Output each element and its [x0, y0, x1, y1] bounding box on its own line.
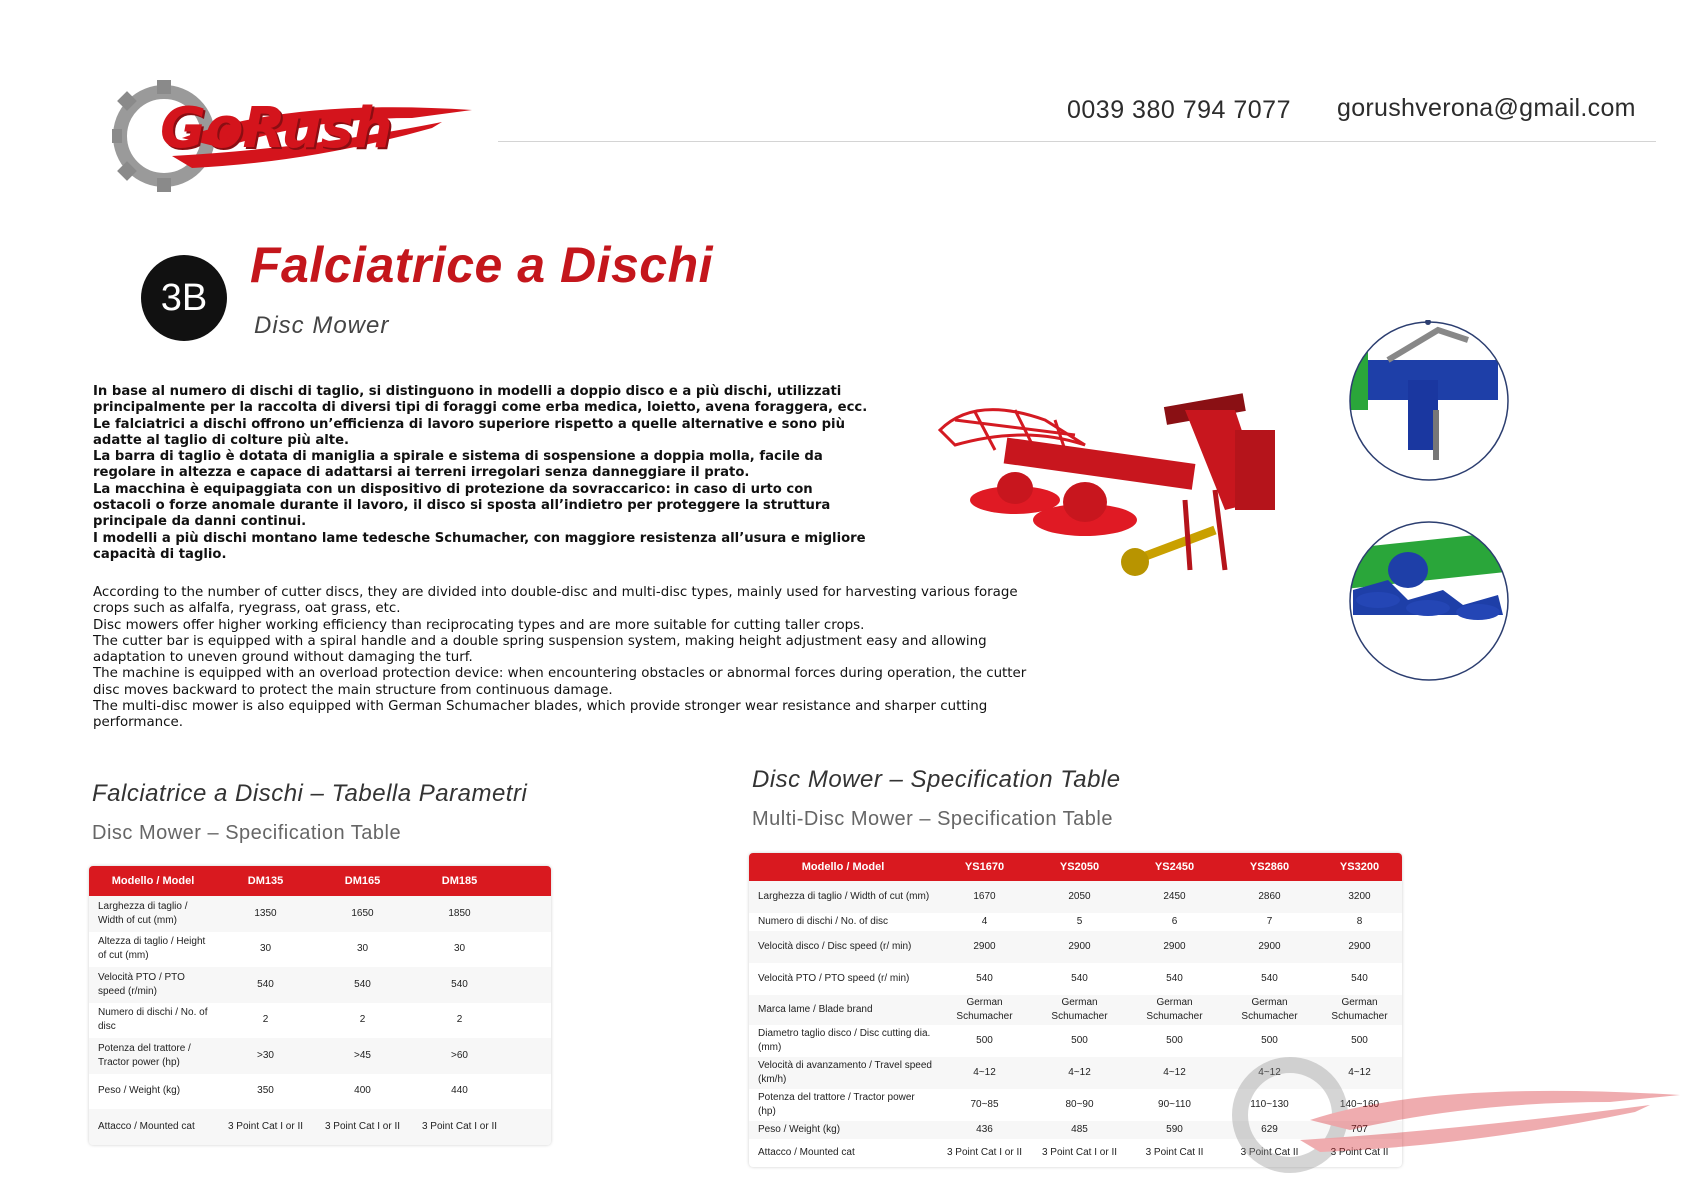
table-cell: 540: [1166, 973, 1183, 984]
table1-title: Falciatrice a Dischi – Tabella Parametri: [92, 780, 528, 807]
table-cell: 540: [411, 967, 508, 1003]
table-cell: 540: [1351, 973, 1368, 984]
table-header-spacer: [508, 866, 551, 896]
table-cell: 2050: [1032, 881, 1127, 913]
table-header-cell: Modello / Model: [89, 866, 217, 896]
table-header-row: [89, 866, 551, 896]
description-english: [93, 585, 1053, 732]
table-cell: 540: [1071, 973, 1088, 984]
table-cell: 4~12: [937, 1057, 1032, 1089]
table-cell: 707: [1317, 1121, 1402, 1139]
table-cell: 540: [976, 973, 993, 984]
row-label: Velocità PTO / PTO speed (r/ min): [758, 973, 910, 984]
logo-text: GoRush: [160, 96, 392, 161]
table-header-cell: YS2050: [1032, 853, 1127, 881]
table-cell: 500: [976, 1035, 993, 1046]
table-cell: 540: [217, 967, 314, 1003]
desc-it-paragraph: La barra di taglio è dotata di maniglia a spirale e sistema di sospensione a doppia molla, facile da regolare in altezza e capace di adattarsi ai terreni irregolari senza danneggiare il prato.: [93, 449, 823, 481]
description-italian: [93, 384, 873, 563]
table-cell: 30: [453, 943, 466, 955]
table-cell: 1850: [411, 896, 508, 932]
row-label: Velocità di avanzamento / Travel speed (km/h): [749, 1057, 937, 1089]
table2-title: Disc Mower – Specification Table: [752, 766, 1121, 793]
page-title: Falciatrice a Dischi: [250, 237, 714, 293]
table-cell: 4~12: [1127, 1057, 1222, 1089]
table-cell: 400: [354, 1085, 371, 1097]
disc-mower-image: [935, 390, 1345, 610]
table-cell: 7: [1266, 916, 1273, 927]
table-header-row: [749, 853, 1402, 881]
desc-en-paragraph: The cutter bar is equipped with a spiral handle and a double spring suspension system, making height adjustment easy and allowing adaptation to uneven ground without damaging the turf.: [93, 633, 987, 666]
table-cell: German Schumacher: [937, 995, 1032, 1025]
table-cell: 3 Point Cat I or II: [1041, 1147, 1118, 1158]
detail-image-discs: [1348, 520, 1510, 682]
desc-en-paragraph: The machine is equipped with an overload protection device: when encountering obstacles or abnormal forces during operation, the cutter disc moves backward to protect the main structure from continuous damage.: [93, 666, 1027, 698]
row-label: Numero di dischi / No. of disc: [98, 1007, 208, 1033]
row-label: Larghezza di taglio / Width of cut (mm): [749, 881, 937, 913]
table-cell: 2450: [1127, 881, 1222, 913]
desc-en-paragraph: According to the number of cutter discs, they are divided into double-disc and multi-disc types, mainly used for harvesting various forage crops such as alfalfa, ryegrass, oat grass, etc.: [93, 585, 1018, 617]
table-cell: 2900: [1032, 931, 1127, 963]
table-header-cell: YS1670: [937, 853, 1032, 881]
table-header-cell: Modello / Model: [749, 853, 937, 881]
table-cell: 540: [314, 967, 411, 1003]
table-header-cell: YS2450: [1127, 853, 1222, 881]
table-row: [89, 932, 551, 968]
table2-subtitle: Multi-Disc Mower – Specification Table: [752, 808, 1113, 830]
table-cell: 5: [1076, 916, 1083, 927]
table-cell: German Schumacher: [1317, 995, 1402, 1025]
row-label: Peso / Weight (kg): [749, 1121, 937, 1139]
table-row: [749, 995, 1402, 1025]
table-cell: >60: [411, 1038, 508, 1074]
table-cell: 3 Point Cat I or II: [314, 1109, 411, 1145]
table-cell: 1350: [217, 896, 314, 932]
detail-image-hitch: [1348, 320, 1510, 482]
table-cell: 2860: [1222, 881, 1317, 913]
row-label: Larghezza di taglio / Width of cut (mm): [89, 896, 217, 932]
table-cell: 140~160: [1339, 1099, 1380, 1110]
gorush-logo: [112, 78, 472, 198]
table-row: [749, 881, 1402, 913]
table-cell: 590: [1127, 1121, 1222, 1139]
table-cell: 4~12: [1317, 1057, 1402, 1089]
table-cell: 3 Point Cat I or II: [946, 1147, 1023, 1158]
table-cell: 500: [1261, 1035, 1278, 1046]
table-header-cell: YS3200: [1317, 853, 1402, 881]
table-cell: 485: [1032, 1121, 1127, 1139]
table-cell: 4~12: [1222, 1057, 1317, 1089]
table-cell: 2900: [1127, 931, 1222, 963]
desc-it-paragraph: In base al numero di dischi di taglio, si distinguono in modelli a doppio disco e a più dischi, utilizzati principalmente per la raccolta di diversi tipi di foraggi come erba medica, loietto, avena foraggera, ecc.: [93, 384, 868, 416]
section-badge: 3B: [141, 255, 227, 341]
contact-email[interactable]: gorushverona@gmail.com: [1337, 94, 1636, 122]
row-label: Peso / Weight (kg): [98, 1085, 181, 1097]
table-cell: 2: [456, 1014, 463, 1026]
table-row: [749, 963, 1402, 995]
row-label: Marca lame / Blade brand: [749, 995, 937, 1025]
table-cell: 1650: [314, 896, 411, 932]
table-row: [89, 967, 551, 1003]
desc-it-paragraph: I modelli a più dischi montano lame tedesche Schumacher, con maggiore resistenza all’usura e migliore capacità di taglio.: [93, 530, 866, 562]
table-cell: 436: [937, 1121, 1032, 1139]
table-row: [89, 1038, 551, 1074]
table-row: [89, 1074, 551, 1110]
desc-it-paragraph: La macchina è equipaggiata con un dispositivo di protezione da sovraccarico: in caso di urto con ostacoli o forze anomale durante il lavoro, il disco si sposta all’indietro per proteggere la struttura principale da danni continui.: [93, 481, 831, 530]
table-cell: 3200: [1317, 881, 1402, 913]
table-cell: 30: [356, 943, 369, 955]
contact-phone[interactable]: 0039 380 794 7077: [1067, 96, 1291, 124]
table-cell: 2900: [937, 931, 1032, 963]
row-label: Velocità PTO / PTO speed (r/min): [89, 967, 217, 1003]
table-cell: 1670: [937, 881, 1032, 913]
table-cell: German Schumacher: [1032, 995, 1127, 1025]
table-cell: German Schumacher: [1222, 995, 1317, 1025]
table-cell: 90~110: [1158, 1099, 1191, 1110]
row-label: Altezza di taglio / Height of cut (mm): [98, 936, 206, 962]
table-row: [89, 896, 551, 932]
table-cell: 540: [1261, 973, 1278, 984]
gorush-watermark-logo: [1230, 1050, 1680, 1180]
table-cell: German Schumacher: [1127, 995, 1222, 1025]
table-row: [89, 1003, 551, 1039]
table-cell: 3 Point Cat II: [1330, 1147, 1389, 1158]
table-cell: >30: [217, 1038, 314, 1074]
row-label: Numero di dischi / No. of disc: [758, 916, 889, 927]
table-header-cell: DM165: [314, 866, 411, 896]
table-cell: 2900: [1317, 931, 1402, 963]
row-label: Attacco / Mounted cat: [758, 1147, 855, 1158]
table-row: [749, 913, 1402, 931]
table-cell: 80~90: [1065, 1099, 1094, 1110]
table-cell: 2900: [1222, 931, 1317, 963]
table-cell: 500: [1351, 1035, 1368, 1046]
table-header-cell: DM185: [411, 866, 508, 896]
row-label: Potenza del trattore / Tractor power (hp): [758, 1092, 915, 1117]
table-cell: 4~12: [1032, 1057, 1127, 1089]
table-cell: 3 Point Cat II: [1145, 1147, 1204, 1158]
table-cell: 3 Point Cat II: [1240, 1147, 1299, 1158]
table-cell: 6: [1171, 916, 1178, 927]
table-cell: 629: [1222, 1121, 1317, 1139]
table-row: [749, 931, 1402, 963]
table-header-cell: YS2860: [1222, 853, 1317, 881]
table-cell: 440: [451, 1085, 468, 1097]
table-cell: 500: [1166, 1035, 1183, 1046]
spec-table-dm: [89, 866, 551, 1145]
row-label: Diametro taglio disco / Disc cutting dia. (mm): [758, 1028, 931, 1053]
desc-en-paragraph: Disc mowers offer higher working efficiency than reciprocating types and are more suitable for cutting taller crops.: [93, 617, 865, 633]
table-cell: >45: [314, 1038, 411, 1074]
table1-subtitle: Disc Mower – Specification Table: [92, 822, 402, 844]
table-cell: 3 Point Cat I or II: [217, 1109, 314, 1145]
table-cell: 3 Point Cat I or II: [411, 1109, 508, 1145]
row-label: Potenza del trattore / Tractor power (hp): [89, 1038, 217, 1074]
desc-it-paragraph: Le falciatrici a dischi offrono un’efficienza di lavoro superiore rispetto a quelle alternative e sono più adatte al taglio di colture più alte.: [93, 416, 845, 448]
table-cell: 70~85: [970, 1099, 999, 1110]
table-cell: 110~130: [1250, 1099, 1289, 1110]
header-divider: [498, 141, 1656, 142]
row-label: Velocità disco / Disc speed (r/ min): [749, 931, 937, 963]
page-subtitle: Disc Mower: [254, 312, 390, 339]
table-cell: 2: [262, 1014, 269, 1026]
table-cell: 350: [257, 1085, 274, 1097]
desc-en-paragraph: The multi-disc mower is also equipped with German Schumacher blades, which provide stronger wear resistance and sharper cutting performance.: [93, 699, 988, 731]
table-cell: 30: [259, 943, 272, 955]
table-cell: 2: [359, 1014, 366, 1026]
table-header-cell: DM135: [217, 866, 314, 896]
table-cell: 8: [1356, 916, 1363, 927]
table-cell: 4: [981, 916, 988, 927]
table-row: [89, 1109, 551, 1145]
table-cell: 500: [1071, 1035, 1088, 1046]
row-label: Attacco / Mounted cat: [89, 1109, 217, 1145]
